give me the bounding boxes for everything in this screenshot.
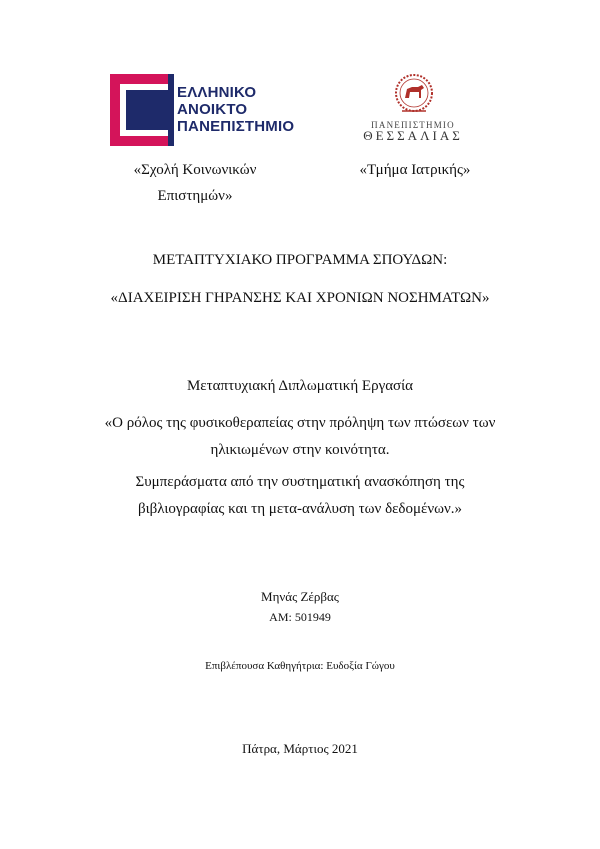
author-am: ΑΜ: 501949: [269, 610, 331, 624]
eap-line-1: ΕΛΛΗΝΙΚΟ: [177, 84, 257, 101]
thesis-title-line-3: Συμπεράσματα από την συστηματική ανασκόπηση της: [135, 474, 465, 490]
department-name: «Τμήμα Ιατρικής»: [359, 162, 471, 178]
school-line-1: «Σχολή Κοινωνικών: [133, 162, 257, 178]
thesis-type: Μεταπτυχιακή Διπλωματική Εργασία: [186, 378, 414, 394]
eap-logo-text: [177, 84, 294, 135]
place-date: Πάτρα, Μάρτιος 2021: [242, 741, 358, 756]
supervisor: Επιβλέπουσα Καθηγήτρια: Ευδοξία Γώγου: [205, 660, 395, 672]
program-subtitle: «ΔΙΑΧΕΙΡΙΣΗ ΓΗΡΑΝΣΗΣ ΚΑΙ ΧΡΟΝΙΩΝ ΝΟΣΗΜΑΤΩΝ»: [110, 290, 490, 306]
thesis-title-line-4: βιβλιογραφίας και τη μετα-ανάλυση των δεδομένων.»: [137, 501, 463, 517]
school-name: [95, 157, 295, 209]
uth-logo-name: ΘΕΣΣΑΛΙΑΣ: [363, 128, 463, 143]
thesis-title-line-1: «Ο ρόλος της φυσικοθεραπείας στην πρόληψη των πτώσεων των: [104, 415, 496, 431]
program-title: ΜΕΤΑΠΤΥΧΙΑΚΟ ΠΡΟΓΡΑΜΜΑ ΣΠΟΥΔΩΝ:: [152, 252, 448, 268]
thesis-title-line-2: ηλικιωμένων στην κοινότητα.: [210, 442, 390, 458]
uth-emblem-icon: [388, 73, 440, 117]
eap-line-3: ΠΑΝΕΠΙΣΤΗΜΙΟ: [177, 118, 295, 135]
author-name: Μηνάς Ζέρβας: [261, 589, 339, 604]
school-line-2: Επιστημών»: [157, 188, 233, 204]
uth-logo-small-text: ΠΑΝΕΠΙΣΤΗΜΙΟ: [371, 120, 455, 130]
eap-line-2: ΑΝΟΙΚΤΟ: [177, 101, 248, 118]
